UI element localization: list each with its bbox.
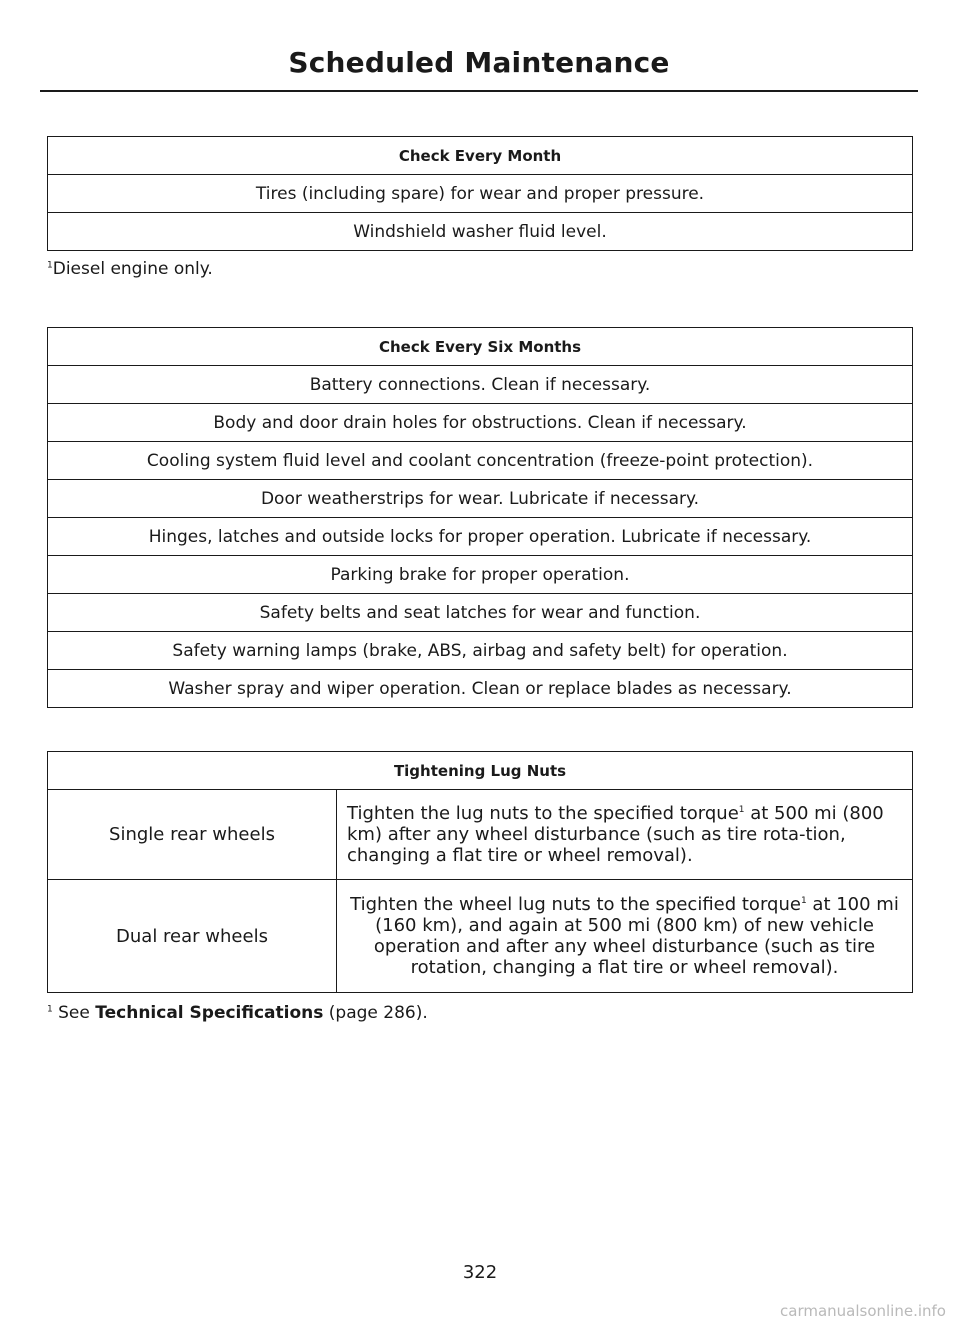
table-cell: Battery connections. Clean if necessary. (48, 366, 913, 404)
table-row (48, 556, 913, 594)
check-every-month-table (47, 136, 913, 251)
table-row (48, 790, 913, 880)
footnote-text: Diesel engine only. (52, 259, 213, 279)
page-header (40, 38, 918, 92)
footnote-text: (page 286). (323, 1003, 428, 1023)
table-row (48, 594, 913, 632)
specifications-footnote (47, 1003, 428, 1023)
table-cell: Body and door drain holes for obstructions. Clean if necessary. (48, 404, 913, 442)
table-header-row (48, 328, 913, 366)
table-row (48, 632, 913, 670)
table-row (48, 175, 913, 213)
table-row (48, 366, 913, 404)
tightening-lug-nuts-table (47, 751, 913, 993)
table-row (48, 213, 913, 251)
wheel-type-cell: Single rear wheels (48, 790, 337, 880)
instruction-text: at 500 mi (800 km) after any wheel disturbance (such as tire rota-tion, changing a flat tire or wheel removal). (347, 803, 884, 866)
diesel-footnote (47, 259, 213, 279)
instruction-cell (337, 880, 913, 993)
table-header-row (48, 137, 913, 175)
table-row (48, 404, 913, 442)
table-heading: Check Every Month (48, 137, 913, 175)
table-cell: Hinges, latches and outside locks for proper operation. Lubricate if necessary. (48, 518, 913, 556)
table-cell: Safety belts and seat latches for wear and function. (48, 594, 913, 632)
table-row (48, 518, 913, 556)
table-cell: Safety warning lamps (brake, ABS, airbag and safety belt) for operation. (48, 632, 913, 670)
instruction-text: Tighten the wheel lug nuts to the specified torque (350, 894, 801, 915)
table-cell: Parking brake for proper operation. (48, 556, 913, 594)
page-number: 322 (462, 1262, 498, 1283)
check-every-six-months-table (47, 327, 913, 708)
footnote-mark: 1 (800, 896, 807, 906)
footnote-mark: 1 (738, 805, 745, 815)
table-row (48, 480, 913, 518)
table-row (48, 880, 913, 993)
footnote-mark: 1 (47, 260, 53, 271)
wheel-type-cell: Dual rear wheels (48, 880, 337, 993)
watermark: carmanualsonline.info (780, 1302, 946, 1320)
table-cell: Windshield washer fluid level. (48, 213, 913, 251)
page-title: Scheduled Maintenance (288, 46, 670, 79)
table-header-row (48, 752, 913, 790)
table-row (48, 670, 913, 708)
instruction-text: at 100 mi (160 km), and again at 500 mi (800 km) of new vehicle operation and after any wheel disturbance (such as tire rotation, changing a flat tire or wheel removal). (373, 894, 899, 978)
table-row (48, 442, 913, 480)
table-heading: Check Every Six Months (48, 328, 913, 366)
table-cell: Tires (including spare) for wear and proper pressure. (48, 175, 913, 213)
instruction-text: Tighten the lug nuts to the specified torque (347, 803, 739, 824)
instruction-cell (337, 790, 913, 880)
footnote-mark: 1 (47, 1004, 53, 1015)
table-cell: Cooling system fluid level and coolant concentration (freeze-point protection). (48, 442, 913, 480)
footnote-text: See (52, 1003, 96, 1023)
technical-specifications-reference: Technical Specifications (95, 1003, 324, 1023)
table-cell: Washer spray and wiper operation. Clean or replace blades as necessary. (48, 670, 913, 708)
table-heading: Tightening Lug Nuts (48, 752, 913, 790)
table-cell: Door weatherstrips for wear. Lubricate if necessary. (48, 480, 913, 518)
